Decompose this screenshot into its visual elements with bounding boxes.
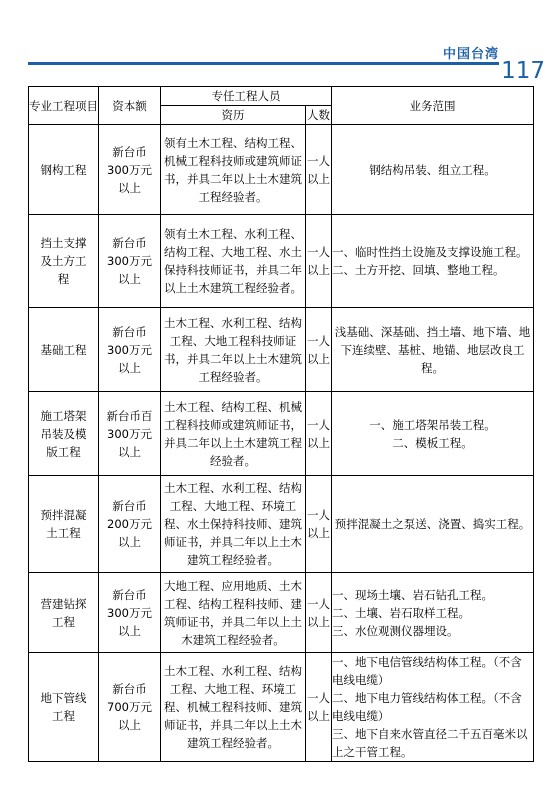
capital-cell [99,392,161,476]
scope-line: 三、水位观测仪器埋设。 [332,623,459,638]
scope-line: 一、临时性挡土设施及支撑设施工程。 [332,245,528,259]
qualification-cell: 土木工程、水利工程、结构工程、大地工程、环境工程、机械工程科技师、建筑师证书，并具二年以上土木建筑工程经验者。 [161,653,306,762]
scope-cell [332,476,534,573]
capital-line: 以上 [118,444,141,459]
count-line: 一人 [307,417,330,432]
capital-line: 新台币百 [106,408,153,423]
count-line: 以上 [307,171,330,186]
table-row [29,476,534,573]
table-row [29,392,534,476]
count-cell [306,392,332,476]
table-row [29,125,534,215]
capital-line: 300万元 [107,254,152,268]
qualification-cell: 土木工程、结构工程、机械工程科技师或建筑师证书，并具二年以上土木建筑工程经验者。 [161,392,306,476]
scope-cell [332,215,534,308]
capital-line: 新台币 [112,499,147,513]
qualification-cell: 领有土木工程、结构工程、机械工程科技师或建筑师证书，并具二年以上土木建筑工程经验者。 [161,125,306,215]
scope-cell [332,392,534,476]
count-cell [306,653,332,762]
project-cell: 营建钻探工程 [29,573,99,653]
capital-cell [99,573,161,653]
qualification-cell: 领有土木工程、水利工程、结构工程、大地工程、水土保持科技师证书，并具二年以上土木建筑工程经验者。 [161,215,306,308]
capital-line: 300万元 [107,605,152,620]
header-region-title: 中国台湾 [442,47,499,62]
project-cell: 施工塔架吊装及模版工程 [29,392,99,476]
scope-line: 钢结构吊装、组立工程。 [369,162,496,177]
capital-line: 300万元 [107,426,152,441]
scope-line: 预拌混凝土之泵送、浇置、捣实工程。 [334,517,531,531]
capital-line: 新台币 [112,587,147,602]
qualification-cell: 土木工程、水利工程、结构工程、大地工程科技师证书，并具二年以上土木建筑工程经验者。 [161,308,306,392]
capital-cell [99,476,161,573]
scope-cell [332,573,534,653]
header-rule [28,62,499,65]
scope-line: 二、土壤、岩石取样工程。 [332,605,470,620]
scope-line: 一、地下电信管线结构体工程。（不含电线电缆） [332,655,522,687]
count-line: 以上 [307,351,330,366]
project-cell: 挡土支撑及土方工程 [29,215,99,308]
count-line: 一人 [307,333,330,348]
page-header [0,0,559,84]
capital-line: 新台币 [112,236,147,250]
scope-line: 三、地下自来水管直径二千五百毫米以上之干管工程。 [332,727,528,759]
capital-line: 以上 [118,718,141,732]
qualification-cell: 大地工程、应用地质、土木工程、结构工程科技师、建筑师证书，并具二年以上土木建筑工程经验者。 [161,573,306,653]
scope-line: 二、土方开挖、回填、整地工程。 [332,263,505,277]
count-line: 以上 [307,614,330,629]
capital-line: 以上 [118,360,141,375]
capital-cell [99,125,161,215]
project-cell: 预拌混凝土工程 [29,476,99,573]
capital-line: 以上 [118,535,141,549]
count-line: 一人 [307,153,330,168]
scope-cell [332,125,534,215]
capital-line: 新台币 [112,682,147,696]
project-cell: 地下管线工程 [29,653,99,762]
capital-line: 300万元 [107,162,152,177]
capital-line: 以上 [118,623,141,638]
qualification-cell: 土木工程、水利工程、结构工程、大地工程、环境工程、水土保持科技师、建筑师证书，并具二年以上土木建筑工程经验者。 [161,476,306,573]
page-number: 117 [501,58,545,84]
header-count: 人数 [306,106,332,125]
count-line: 以上 [307,526,330,540]
scope-line: 浅基础、深基础、挡土墙、地下墙、地下连续壁、基桩、地锚、地层改良工程。 [334,324,531,375]
header-scope: 业务范围 [332,87,534,125]
scope-line: 一、施工塔架吊装工程。 [369,417,496,432]
table-row [29,215,534,308]
capital-line: 200万元 [107,517,152,531]
count-cell [306,573,332,653]
scope-cell [332,308,534,392]
count-line: 一人 [307,508,330,522]
header-project: 专业工程项目 [29,87,99,125]
capital-line: 以上 [118,180,141,195]
header-qualification: 资历 [161,106,306,125]
count-cell [306,476,332,573]
capital-cell [99,308,161,392]
table-row [29,308,534,392]
capital-line: 新台币 [112,144,147,159]
capital-line: 300万元 [107,342,152,357]
count-cell [306,125,332,215]
header-capital: 资本额 [99,87,161,125]
header-staff-group: 专任工程人员 [161,87,332,106]
capital-line: 新台币 [112,324,147,339]
count-line: 一人 [307,245,330,259]
count-line: 一人 [307,596,330,611]
capital-line: 700万元 [107,700,152,714]
count-line: 以上 [307,435,330,450]
count-line: 以上 [307,709,330,723]
count-line: 以上 [307,263,330,277]
capital-cell [99,653,161,762]
capital-cell [99,215,161,308]
count-line: 一人 [307,691,330,705]
table-row [29,653,534,762]
scope-line: 一、现场土壤、岩石钻孔工程。 [332,587,493,602]
scope-line: 二、模板工程。 [392,435,473,450]
count-cell [306,308,332,392]
scope-cell [332,653,534,762]
scope-line: 二、地下电力管线结构体工程。（不含电线电缆） [332,691,522,723]
count-cell [306,215,332,308]
table-row [29,573,534,653]
capital-line: 以上 [118,272,141,286]
contractor-requirements-table [28,86,534,762]
project-cell: 基础工程 [29,308,99,392]
project-cell: 钢构工程 [29,125,99,215]
